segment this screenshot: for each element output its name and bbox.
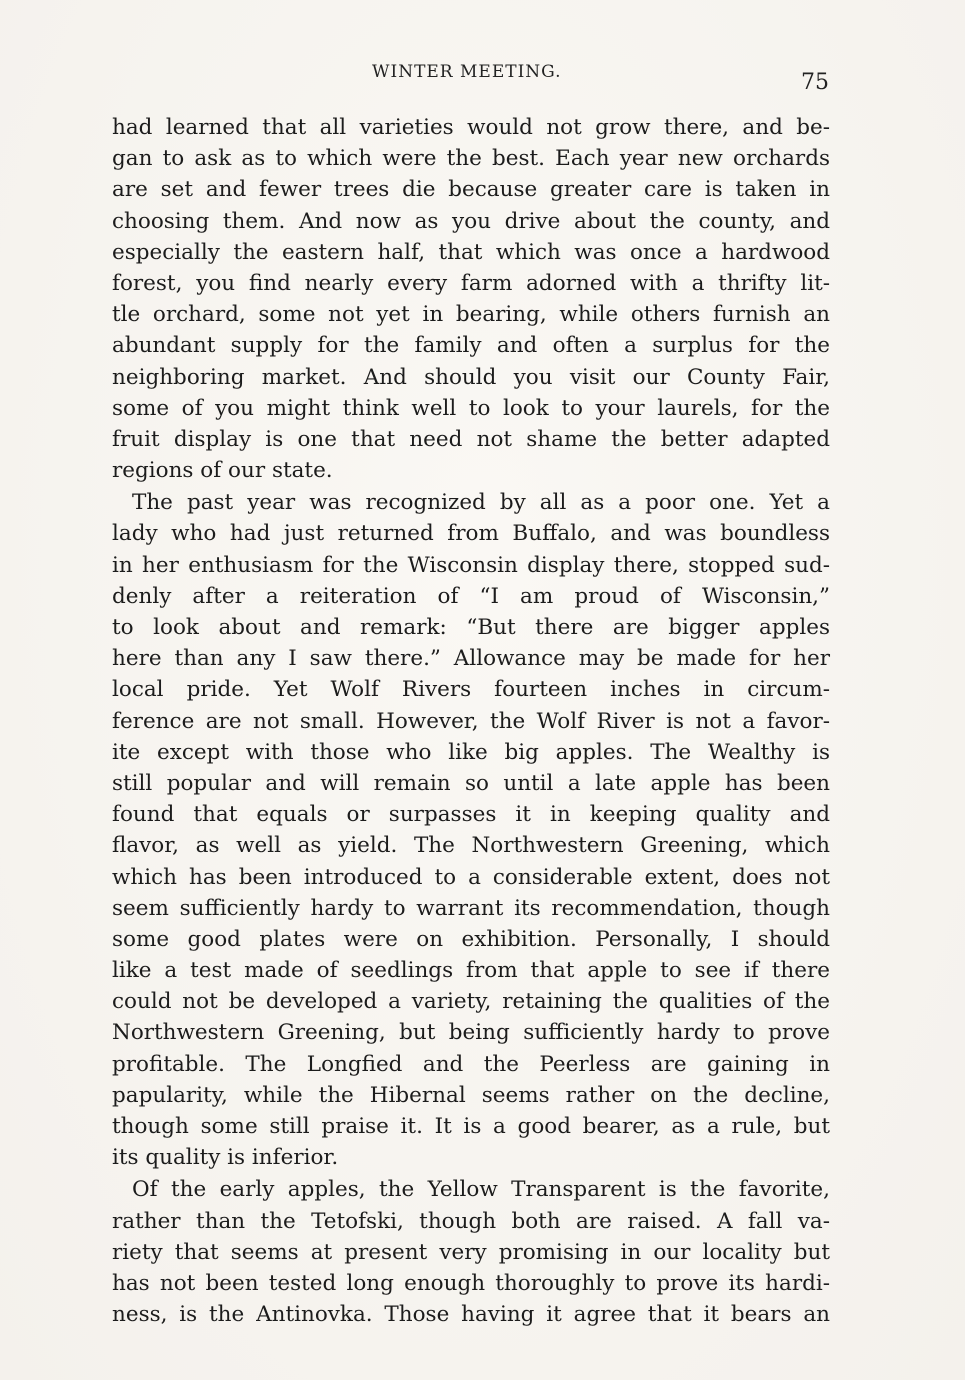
paragraph-1	[112, 112, 830, 486]
text-line: Of the early apples, the Yellow Transparent is the favorite,	[132, 1177, 830, 1203]
text-line: lady who had just returned from Buffalo, and was boundless	[112, 521, 830, 547]
text-line: tle orchard, some not yet in bearing, while others furnish an	[112, 302, 830, 328]
text-line: ite except with those who like big apples. The Wealthy is	[112, 739, 830, 765]
text-line: profitable. The Longfied and the Peerless are gaining in	[112, 1051, 830, 1077]
text-line: Northwestern Greening, but being sufficiently hardy to prove	[112, 1020, 830, 1046]
text-line: found that equals or surpasses it in keeping quality and	[112, 802, 830, 828]
text-line: papularity, while the Hibernal seems rather on the decline,	[112, 1082, 830, 1108]
paragraph-3	[112, 1174, 830, 1330]
text-line: gan to ask as to which were the best. Each year new orchards	[112, 146, 830, 172]
text-line: like a test made of seedlings from that apple to see if there	[112, 958, 830, 984]
text-line: abundant supply for the family and often a surplus for the	[112, 333, 830, 359]
text-line: could not be developed a variety, retaining the qualities of the	[112, 989, 830, 1015]
text-line: neighboring market. And should you visit our County Fair,	[112, 364, 830, 390]
text-line: its quality is inferior.	[112, 1145, 339, 1171]
text-line: The past year was recognized by all as a poor one. Yet a	[132, 490, 830, 516]
running-head	[0, 62, 965, 95]
text-line: denly after a reiteration of “I am proud of Wisconsin,”	[112, 583, 830, 609]
text-line: some of you might think well to look to your laurels, for the	[112, 395, 830, 421]
text-line: forest, you find nearly every farm adorned with a thrifty lit-	[112, 270, 830, 296]
text-line: though some still praise it. It is a good bearer, as a rule, but	[112, 1114, 830, 1139]
page-number: 75	[801, 70, 829, 95]
text-line: has not been tested long enough thoroughly to prove its hardi-	[112, 1270, 830, 1296]
text-line: still popular and will remain so until a late apple has been	[112, 770, 830, 796]
text-line: local pride. Yet Wolf Rivers fourteen inches in circum-	[112, 677, 830, 703]
text-line: regions of our state.	[112, 458, 333, 484]
text-line: choosing them. And now as you drive about the county, and	[112, 208, 830, 234]
text-line: ference are not small. However, the Wolf River is not a favor-	[112, 708, 830, 734]
text-line: some good plates were on exhibition. Personally, I should	[112, 926, 830, 952]
text-line: fruit display is one that need not shame the better adapted	[112, 426, 830, 452]
text-line: had learned that all varieties would not grow there, and be-	[112, 115, 830, 140]
text-line: are set and fewer trees die because greater care is taken in	[112, 177, 830, 203]
running-title: WINTER MEETING.	[372, 62, 562, 82]
text-line: rather than the Tetofski, though both are raised. A fall va-	[112, 1208, 830, 1234]
text-line: here than any I saw there.” Allowance may be made for her	[112, 646, 830, 672]
text-line: which has been introduced to a considerable extent, does not	[112, 864, 830, 890]
text-line: ness, is the Antinovka. Those having it agree that it bears an	[112, 1302, 830, 1328]
text-line: especially the eastern half, that which was once a hardwood	[112, 239, 830, 265]
text-line: seem sufficiently hardy to warrant its recommendation, though	[112, 895, 830, 921]
text-line: in her enthusiasm for the Wisconsin display there, stopped sud-	[112, 552, 830, 578]
text-line: to look about and remark: “But there are bigger apples	[112, 615, 830, 640]
text-line: riety that seems at present very promising in our locality but	[112, 1239, 830, 1265]
paragraph-2	[112, 487, 830, 1173]
body-text	[112, 112, 830, 1330]
text-line: flavor, as well as yield. The Northwestern Greening, which	[112, 833, 830, 859]
